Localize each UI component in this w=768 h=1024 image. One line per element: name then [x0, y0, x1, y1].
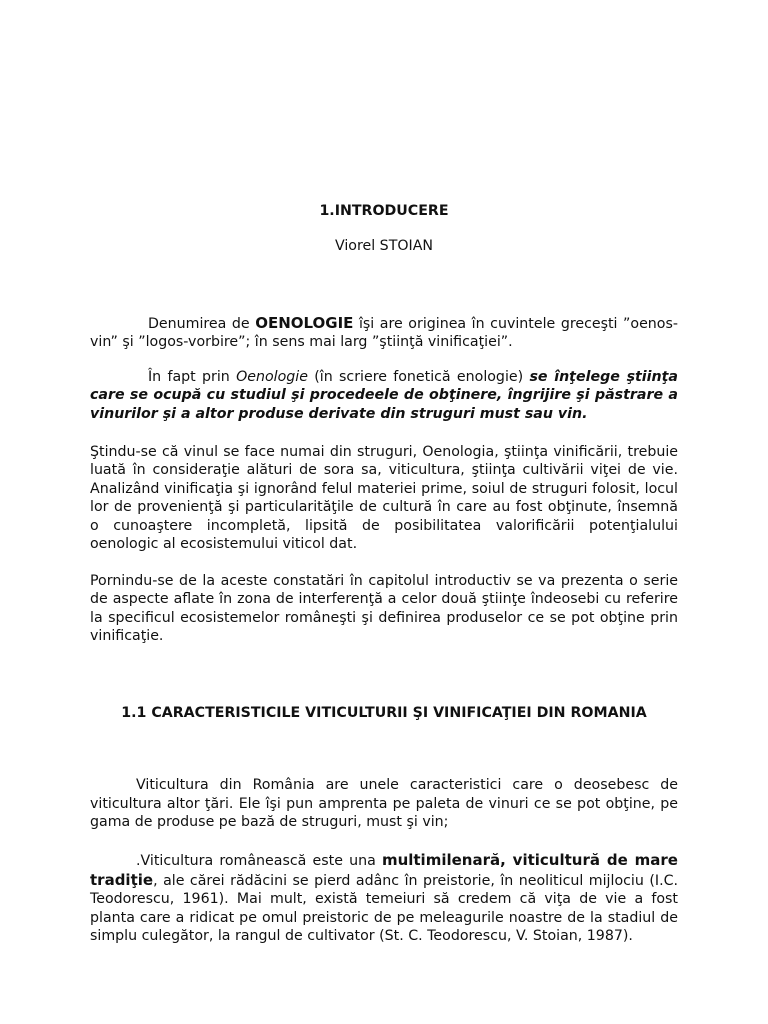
paragraph-text: Denumirea de	[148, 316, 256, 332]
tradition-emphasis: multimilenară, viticultură de mare tradiţie	[90, 851, 678, 889]
oenologie-term: OENOLOGIE	[255, 314, 354, 332]
oenologie-italic-term: Oenologie	[236, 369, 308, 385]
paragraph-millennial-tradition	[90, 851, 678, 946]
paragraph-viticulture-relation: Ştindu-se că vinul se face numai din struguri, Oenologia, ştiinţa vinificării, trebuie luată în consideraţie alături de sora sa, viticultura, ştiinţa cultivării viţei de vie. Analizând vinificaţia şi ignorând felul materiei prime, soiul de struguri folosit, locul lor de provenienţă şi particularităţile de cultură în care au fost obţinute, însemnă o cunoaştere incompletă, lipsită de posibilitatea valorificării potenţialului oenologic al ecosistemului viticol dat.	[90, 444, 678, 553]
paragraph-text: , ale cărei rădăcini se pierd adânc în preistorie, în neoliticul mijlociu (I.C. Teodorescu, 1961). Mai mult, există temeiuri să credem că viţa de vie a fost planta care a ridicat pe omul preistoric de pe meleagurile noastre de la stadiul de simplu culegător, la rangul de cultivator (St. C. Teodorescu, V. Stoian, 1987).	[90, 872, 678, 945]
paragraph-romania-characteristics: Viticultura din România are unele caracteristici care o deosebesc de viticultura altor ţări. Ele îşi pun amprenta pe paleta de vinuri ce se pot obţine, pe gama de produse pe bază de struguri, must şi vin;	[90, 777, 678, 831]
paragraph-chapter-overview: Pornindu-se de la aceste constatări în capitolul introductiv se va prezenta o serie de aspecte aflate în zona de interferenţă a celor două ştiinţe îndeosebi cu referire la specificul ecosistemelor româneşti şi definirea produselor ce se pot obţine prin vinificaţie.	[90, 573, 678, 645]
paragraph-text: (în scriere fonetică enologie)	[307, 369, 530, 385]
paragraph-text: îşi are originea în cuvintele greceşti ”oenos-vin” şi ”logos-vorbire”; în sens mai larg ”ştiinţă vinificaţiei”.	[90, 316, 678, 351]
document-title: 1.INTRODUCERE	[319, 203, 449, 219]
paragraph-text: În fapt prin	[148, 369, 237, 385]
paragraph-text: .Viticultura românească este una	[136, 853, 382, 869]
paragraph-oenologie-definition	[90, 314, 678, 352]
author-name: Viorel STOIAN	[334, 238, 434, 254]
section-title: 1.1 CARACTERISTICILE VITICULTURII ŞI VINIFICAŢIEI DIN ROMANIA	[121, 705, 647, 721]
definition-emphasis: se înţelege ştiinţa care se ocupă cu studiul şi procedeele de obţinere, îngrijire şi păstrare a vinurilor şi a altor produse derivate din struguri must sau vin.	[90, 369, 678, 422]
paragraph-oenologie-scope	[90, 368, 678, 423]
